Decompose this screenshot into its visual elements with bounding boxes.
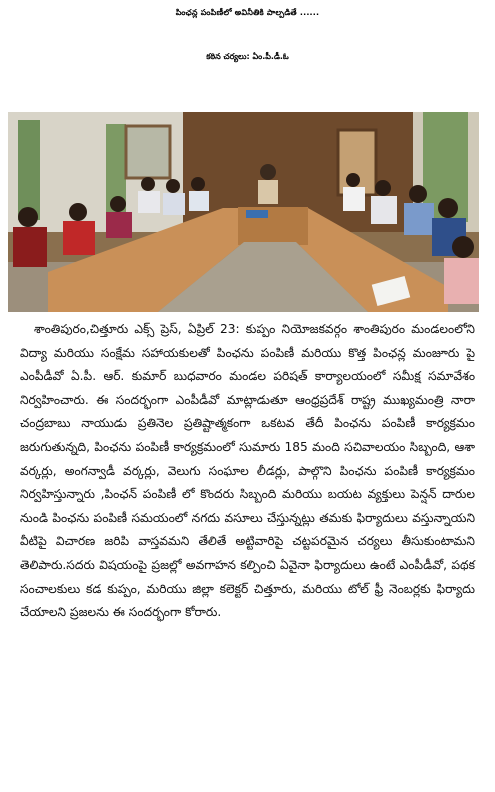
article-paragraph: శాంతిపురం,చిత్తూరు ఎక్స్ ప్రెస్, ఏప్రిల్ 23: కుప్పం నియోజకవర్గం శాంతిపురం మండలంలోని విద్యా మరియు సంక్షేమ సహాయకులతో పింఛను పంపిణీ మరియు కొత్త పింఛన్ల మంజూరు పై ఎంపీడీవో ఏ.పీ. ఆర్. కుమార్ బుధవారం మండల పరిషత్ కార్యాలయంలో సమీక్ష సమావేశం నిర్వహించారు. ఈ సందర్భంగా ఎంపీడీవో మాట్లాడుతూ ఆంధ్రప్రదేశ్ రాష్ట్ర ముఖ్యమంత్రి నారా చంద్రబాబు నాయుడు ప్రతినెల ప్రతిష్టాత్మకంగా ఒకటవ తేదీ పింఛను పంపిణీ కార్యక్రమం జరుగుతున్నది, పింఛను పంపిణీ కార్యక్రమంలో సుమారు 185 మంది సచివాలయం సిబ్బంది, ఆశా వర్కర్లు, అంగన్వాడీ వర్కర్లు, వెలుగు సంఘాల లీడర్లు, పాల్గొని పింఛను పంపిణీ కార్యక్రమం నిర్వహిస్తున్నారు ,పింఛన్ పంపిణీ లో కొందరు సిబ్బంది మరియు బయట వ్యక్తులు పెన్షన్ దారుల నుండి పింఛను పంపిణీ సమయంలో నగదు వసూలు చేస్తున్నట్లు తమకు ఫిర్యాదులు వస్తున్నాయని వీటిపై విచారణ జరిపి వాస్తవమని తేలితే అట్టివారిపై చట్టపరమైన చర్యలు తీసుకుంటామని తెలిపారు.సదరు విషయంపై ప్రజల్లో అవగాహన కల్పించి ఏవైనా ఫిర్యాదులు ఉంటే ఎంపీడీవో, పథక సంచాలకులు కడ కుప్పం, మరియు జిల్లా కలెక్టర్ చిత్తూరు, మరియు టోల్ ఫ్రీ నెంబర్లకు ఫిర్యాదు చేయాలని ప్రజలను ఈ సందర్భంగా కోరారు. [20, 322, 475, 620]
article-body [20, 318, 475, 625]
headline-line-1: పింఛన్ల పంపిణీలో అవినీతికి పాల్పడితే ...... [175, 8, 320, 17]
headline-line-2: కఠిన చర్యలు: ఏం.పీ.డీ.ఓ [206, 52, 289, 61]
curtain-left [18, 120, 40, 220]
news-photo [8, 112, 479, 312]
